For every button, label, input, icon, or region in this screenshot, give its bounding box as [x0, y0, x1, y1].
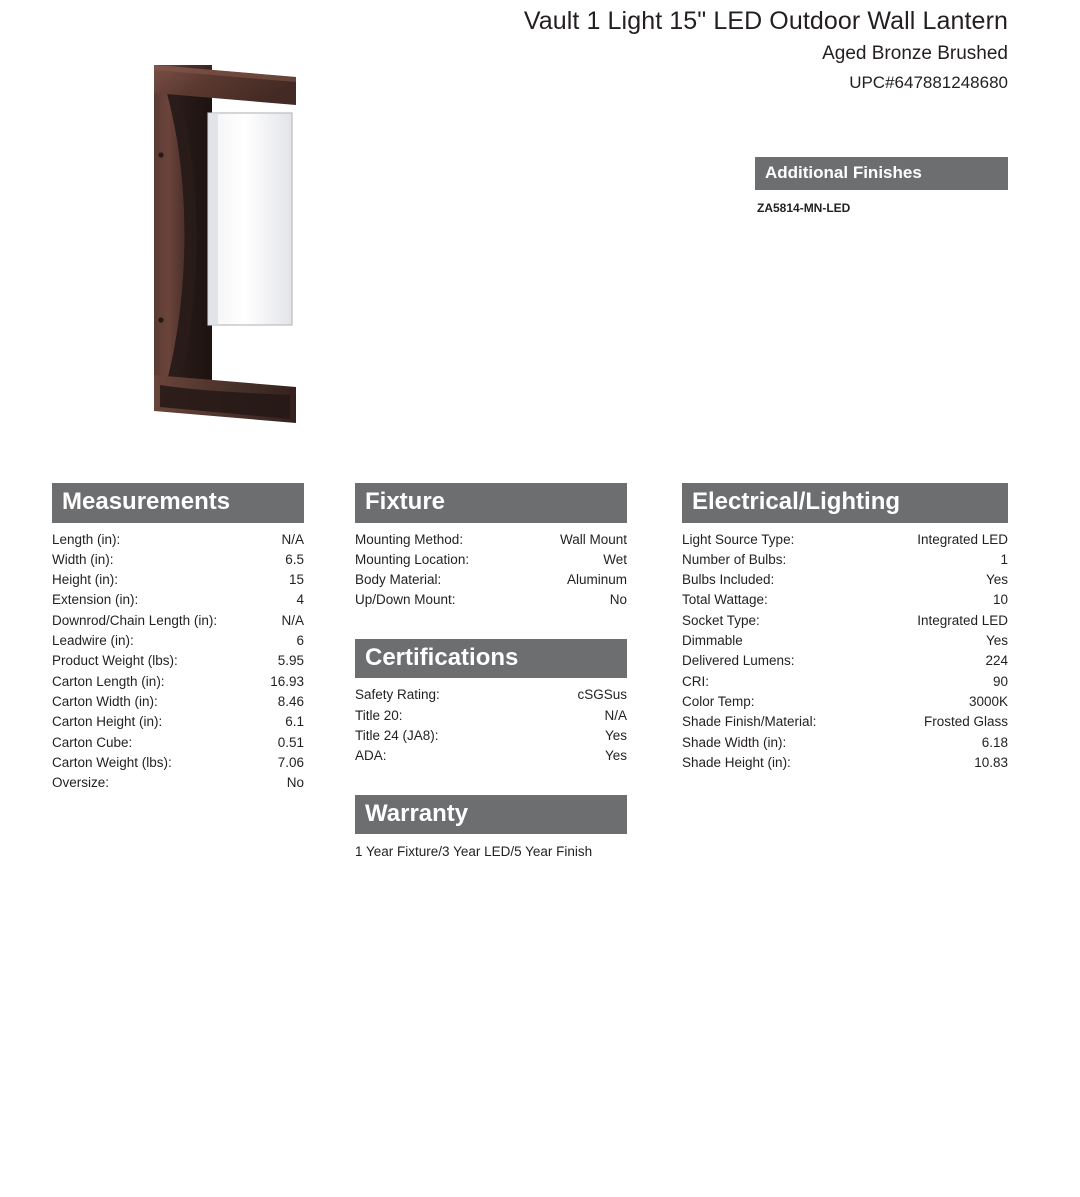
row-label: Carton Height (in):: [52, 714, 163, 730]
row-label: Shade Finish/Material:: [682, 714, 817, 730]
row-label: Body Material:: [355, 572, 442, 588]
electrical-lighting-rows: [682, 530, 1008, 774]
row-label: Extension (in):: [52, 592, 139, 608]
row-value: No: [286, 775, 304, 791]
row-value: 7.06: [277, 754, 304, 770]
section-spacer: [355, 767, 627, 795]
row-value: 224: [985, 653, 1008, 669]
row-label: Number of Bulbs:: [682, 551, 787, 567]
fixture-rows: [355, 530, 627, 611]
table-row: [682, 611, 1008, 631]
row-label: Dimmable: [682, 633, 743, 649]
additional-finishes-list: [755, 199, 1008, 217]
row-label: Mounting Location:: [355, 551, 470, 567]
row-value: 1: [1000, 551, 1008, 567]
row-label: Safety Rating:: [355, 687, 440, 703]
table-row: [682, 753, 1008, 773]
fixture-heading: Fixture: [355, 483, 627, 523]
warranty-text: 1 Year Fixture/3 Year LED/5 Year Finish: [355, 844, 593, 860]
row-value: 10: [992, 592, 1008, 608]
table-row: [52, 550, 304, 570]
table-row: [52, 712, 304, 732]
row-value: N/A: [604, 707, 627, 723]
table-row: [682, 672, 1008, 692]
row-value: Wet: [603, 551, 627, 567]
row-value: 4: [296, 592, 304, 608]
additional-finishes-heading: Additional Finishes: [755, 157, 1008, 190]
table-row: [355, 726, 627, 746]
row-label: Width (in):: [52, 551, 114, 567]
row-value: N/A: [281, 531, 304, 547]
table-row: [355, 706, 627, 726]
row-value: 3000K: [968, 693, 1008, 709]
row-label: Up/Down Mount:: [355, 592, 456, 608]
row-label: Downrod/Chain Length (in):: [52, 612, 218, 628]
measurements-rows: [52, 530, 304, 794]
row-label: Leadwire (in):: [52, 633, 134, 649]
row-value: Yes: [604, 727, 627, 743]
table-row: [682, 530, 1008, 550]
row-value: 10.83: [974, 754, 1008, 770]
row-value: Yes: [985, 633, 1008, 649]
section-spacer: [355, 611, 627, 639]
row-value: N/A: [281, 612, 304, 628]
fixture-section: [355, 483, 627, 862]
row-label: Socket Type:: [682, 612, 760, 628]
row-label: Color Temp:: [682, 693, 755, 709]
row-value: 5.95: [277, 653, 304, 669]
row-label: Title 24 (JA8):: [355, 727, 439, 743]
table-row: [682, 712, 1008, 732]
product-image: [120, 55, 340, 425]
row-value: cSGSus: [577, 687, 627, 703]
row-label: Length (in):: [52, 531, 121, 547]
table-row: [52, 651, 304, 671]
table-row: [355, 746, 627, 766]
row-label: Carton Width (in):: [52, 693, 158, 709]
row-value: 6.5: [285, 551, 304, 567]
row-label: Carton Cube:: [52, 734, 133, 750]
row-label: Product Weight (lbs):: [52, 653, 178, 669]
row-label: Delivered Lumens:: [682, 653, 795, 669]
row-value: 90: [992, 673, 1008, 689]
row-label: Light Source Type:: [682, 531, 795, 547]
upc-code: UPC#647881248680: [849, 73, 1008, 92]
table-row: [355, 550, 627, 570]
row-label: Shade Width (in):: [682, 734, 787, 750]
table-row: [682, 631, 1008, 651]
table-row: [52, 672, 304, 692]
row-value: 0.51: [277, 734, 304, 750]
row-value: 6.18: [981, 734, 1008, 750]
row-label: Title 20:: [355, 707, 403, 723]
row-label: CRI:: [682, 673, 709, 689]
table-row: [52, 692, 304, 712]
row-value: 16.93: [270, 673, 304, 689]
row-label: Bulbs Included:: [682, 572, 775, 588]
measurements-section: [52, 483, 304, 793]
row-value: Aluminum: [566, 572, 627, 588]
table-row: [682, 550, 1008, 570]
row-label: Mounting Method:: [355, 531, 464, 547]
table-row: [52, 631, 304, 651]
table-row: [52, 733, 304, 753]
table-row: [682, 692, 1008, 712]
list-item[interactable]: ZA5814-MN-LED: [757, 201, 851, 216]
row-value: Wall Mount: [559, 531, 627, 547]
row-value: 6: [296, 633, 304, 649]
table-row: [52, 590, 304, 610]
row-value: 15: [288, 572, 304, 588]
electrical-lighting-section: [682, 483, 1008, 773]
row-label: Oversize:: [52, 775, 110, 791]
row-label: ADA:: [355, 748, 387, 764]
row-value: Yes: [985, 572, 1008, 588]
additional-finishes-block: [755, 157, 1008, 217]
table-row: [682, 733, 1008, 753]
measurements-heading: Measurements: [52, 483, 304, 523]
row-label: Carton Weight (lbs):: [52, 754, 172, 770]
row-label: Shade Height (in):: [682, 754, 791, 770]
certifications-heading: Certifications: [355, 639, 627, 679]
row-value: Frosted Glass: [923, 714, 1008, 730]
warranty-heading: Warranty: [355, 795, 627, 835]
row-label: Height (in):: [52, 572, 119, 588]
table-row: [52, 611, 304, 631]
table-row: [355, 570, 627, 590]
row-label: Carton Length (in):: [52, 673, 165, 689]
row-value: Integrated LED: [917, 612, 1008, 628]
table-row: [355, 530, 627, 550]
product-finish-subtitle: Aged Bronze Brushed: [822, 43, 1008, 65]
specification-columns: [0, 483, 1080, 883]
table-row: [52, 773, 304, 793]
wall-lantern-illustration: [120, 55, 340, 425]
table-row: [682, 651, 1008, 671]
electrical-lighting-heading: Electrical/Lighting: [682, 483, 1008, 523]
table-row: [52, 530, 304, 550]
row-label: Total Wattage:: [682, 592, 768, 608]
certifications-rows: [355, 685, 627, 766]
table-row: [355, 590, 627, 610]
table-row: [52, 753, 304, 773]
table-row: [355, 685, 627, 705]
page-title: Vault 1 Light 15" LED Outdoor Wall Lantern: [523, 7, 1008, 35]
table-row: [682, 570, 1008, 590]
row-value: 6.1: [285, 714, 304, 730]
row-value: Yes: [604, 748, 627, 764]
row-value: 8.46: [277, 693, 304, 709]
table-row: [682, 590, 1008, 610]
row-value: No: [609, 592, 627, 608]
table-row: [52, 570, 304, 590]
row-value: Integrated LED: [917, 531, 1008, 547]
